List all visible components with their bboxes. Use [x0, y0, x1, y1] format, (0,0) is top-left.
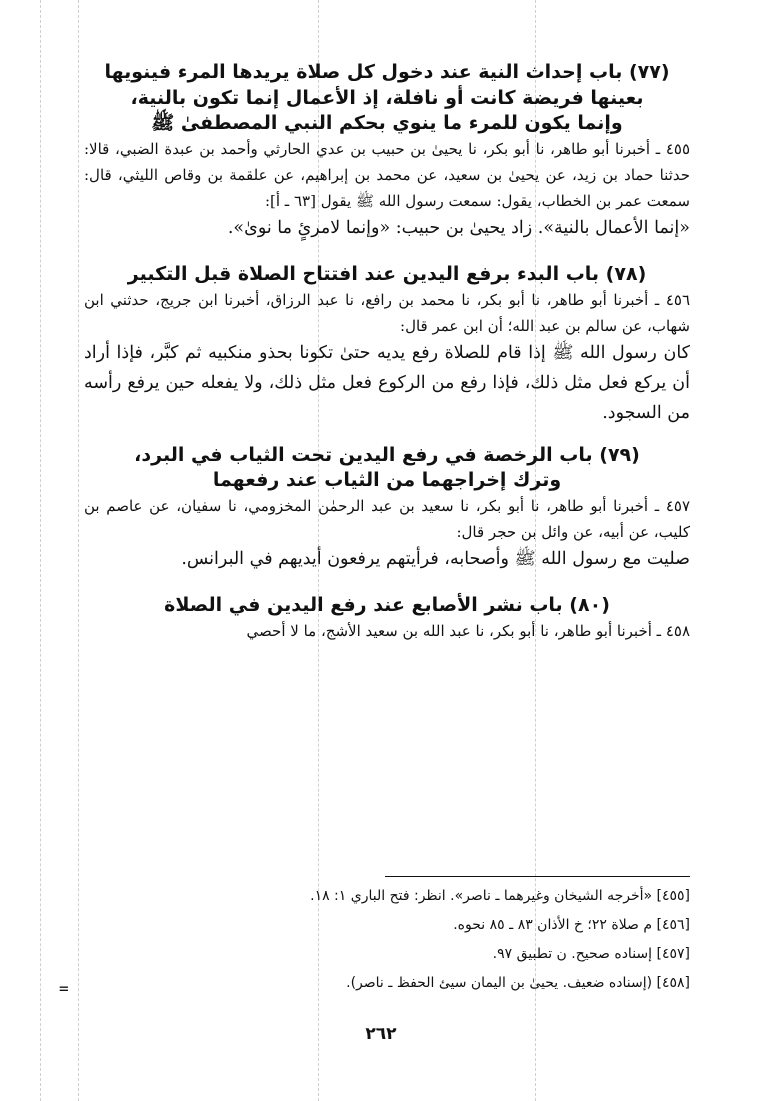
- hadith-457-matn: صليت مع رسول الله ﷺ وأصحابه، فرأيتهم يرفعون أيديهم في البرانس.: [181, 549, 690, 570]
- footnotes: [90, 882, 690, 998]
- chapter-heading-79: [84, 443, 690, 494]
- margin-mark: =: [59, 979, 69, 998]
- footnote-455: [٤٥٥] «أخرجه الشيخان وغيرهما ـ ناصر». انظر: فتح الباري ١: ١٨.: [310, 888, 690, 904]
- heading-line: (٧٨) باب البدء برفع اليدين عند افتتاح الصلاة قبل التكبير: [127, 263, 647, 286]
- heading-line: (٧٩) باب الرخصة في رفع اليدين تحت الثياب في البرد،: [134, 443, 640, 466]
- footnote-456: [٤٥٦] م صلاة ٢٢؛ خ الأذان ٨٣ ـ ٨٥ نحوه.: [453, 917, 690, 933]
- heading-line: وإنما يكون للمرء ما ينوي بحكم النبي المصطفىٰ ﷺ: [151, 112, 623, 135]
- hadith-456-isnad: ٤٥٦ ـ أخبرنا أبو طاهر، نا أبو بكر، نا محمد بن رافع، نا عبد الرزاق، أخبرنا ابن جريج، حدثني ابن شهاب، عن سالم بن عبد الله؛ أن ابن عمر قال:: [84, 290, 690, 335]
- footnote-458: [٤٥٨] (إسناده ضعيف. يحيىٰ بن اليمان سيئ الحفظ ـ ناصر).: [346, 975, 690, 991]
- heading-line: (٧٧) باب إحداث النية عند دخول كل صلاة يريدها المرء فينويها: [104, 61, 670, 83]
- heading-line: (٨٠) باب نشر الأصابع عند رفع اليدين في الصلاة: [164, 594, 610, 617]
- chapter-heading-80: [84, 593, 690, 619]
- hadith-458-isnad: ٤٥٨ ـ أخبرنا أبو طاهر، نا أبو بكر، نا عبد الله بن سعيد الأشج، ما لا أحصي: [246, 621, 690, 640]
- footnote-separator: [385, 876, 690, 877]
- hadith-455-isnad: ٤٥٥ ـ أخبرنا أبو طاهر، نا أبو بكر، نا يحيىٰ بن حبيب بن عدي الحارثي وأحمد بن عبدة الضبي، قالا: حدثنا حماد بن زيد، عن يحيىٰ بن سعيد، عن محمد بن إبراهيم، عن علقمة بن وقاص الليثي، قال: سمعت عمر بن الخطاب، يقول: سمعت رسول الله ﷺ يقول [٦٣ ـ أ]:: [84, 139, 690, 210]
- hadith-455-matn: «إنما الأعمال بالنية». زاد يحيىٰ بن حبيب: «وإنما لامرئٍ ما نوىٰ».: [227, 218, 690, 239]
- chapter-heading-78: [84, 262, 690, 288]
- page-number: ٢٦٢: [365, 1024, 397, 1044]
- hadith-456-matn: كان رسول الله ﷺ إذا قام للصلاة رفع يديه حتىٰ تكونا بحذو منكبيه ثم كبَّر، فإذا أراد أن يركع فعل مثل ذلك، فإذا رفع من الركوع فعل مثل ذلك، ولا يفعله حين يرفع رأسه من السجود.: [84, 343, 690, 423]
- scan-artifact-line: [40, 0, 41, 1101]
- main-text: [84, 60, 690, 645]
- scan-artifact-line: [78, 0, 79, 1101]
- footnote-457: [٤٥٧] إسناده صحيح. ن تطبيق ٩٧.: [492, 946, 690, 962]
- heading-line: بعينها فريضة كانت أو نافلة، إذ الأعمال إنما تكون بالنية،: [130, 86, 644, 109]
- hadith-457-isnad: ٤٥٧ ـ أخبرنا أبو طاهر، نا أبو بكر، نا سعيد بن عبد الرحمٰن المخزومي، نا سفيان، عن عاصم بن كليب، عن أبيه، عن وائل بن حجر قال:: [84, 496, 690, 541]
- chapter-heading-77: [84, 60, 690, 137]
- heading-line: وترك إخراجهما من الثياب عند رفعهما: [212, 469, 562, 492]
